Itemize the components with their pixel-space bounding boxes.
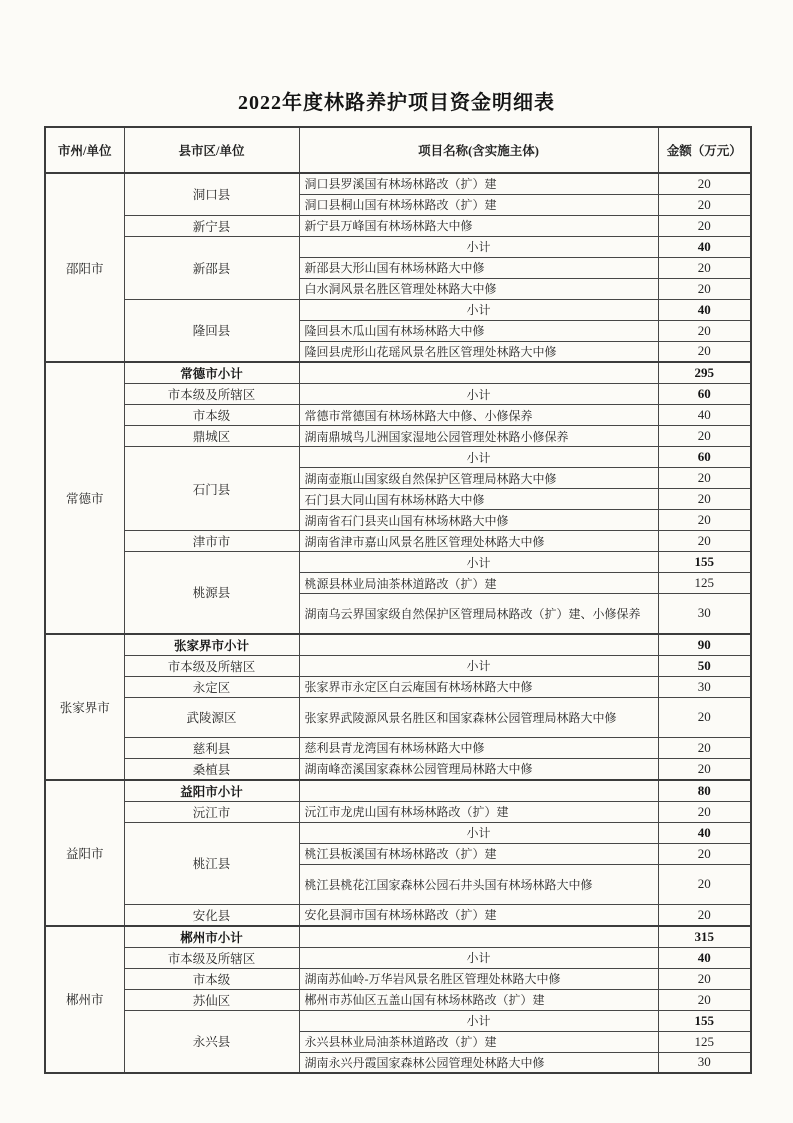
amount-cell: 20 (658, 278, 751, 299)
amount-cell: 125 (658, 1031, 751, 1052)
table-row (45, 737, 751, 758)
table-row (45, 362, 751, 384)
unit-cell: 新宁县 (124, 215, 299, 236)
amount-cell: 40 (658, 822, 751, 843)
city-cell: 邵阳市 (45, 173, 124, 362)
project-cell: 湖南乌云界国家级自然保护区管理局林路改（扩）建、小修保养 (299, 594, 658, 634)
project-cell (299, 926, 658, 948)
project-cell: 白水洞风景名胜区管理处林路大中修 (299, 278, 658, 299)
amount-cell: 20 (658, 257, 751, 278)
project-cell (299, 780, 658, 802)
city-cell: 张家界市 (45, 634, 124, 780)
project-cell: 桃江县板溪国有林场林路改（扩）建 (299, 843, 658, 864)
amount-cell: 20 (658, 801, 751, 822)
amount-cell: 30 (658, 676, 751, 697)
project-cell: 小计 (299, 384, 658, 405)
table-body (45, 173, 751, 1073)
amount-cell: 20 (658, 194, 751, 215)
project-cell: 小计 (299, 947, 658, 968)
unit-cell: 安化县 (124, 904, 299, 926)
table-row (45, 758, 751, 780)
unit-cell: 沅江市 (124, 801, 299, 822)
amount-cell: 20 (658, 215, 751, 236)
project-cell: 桃源县林业局油茶林道路改（扩）建 (299, 573, 658, 594)
project-cell: 张家界市永定区白云庵国有林场林路大中修 (299, 676, 658, 697)
unit-cell: 石门县 (124, 447, 299, 531)
unit-cell: 市本级及所辖区 (124, 655, 299, 676)
unit-cell: 洞口县 (124, 173, 299, 215)
table-row (45, 426, 751, 447)
unit-cell: 苏仙区 (124, 989, 299, 1010)
table-row (45, 1010, 751, 1031)
project-cell: 湖南壶瓶山国家级自然保护区管理局林路大中修 (299, 468, 658, 489)
amount-cell: 20 (658, 737, 751, 758)
page-title: 2022年度林路养护项目资金明细表 (238, 92, 555, 114)
amount-cell: 40 (658, 947, 751, 968)
table-row (45, 531, 751, 552)
column-header-project: 项目名称(含实施主体) (299, 127, 658, 173)
amount-cell: 30 (658, 594, 751, 634)
project-cell: 洞口县桐山国有林场林路改（扩）建 (299, 194, 658, 215)
city-cell: 常德市 (45, 362, 124, 634)
table-row (45, 801, 751, 822)
amount-cell: 30 (658, 1052, 751, 1073)
amount-cell: 20 (658, 968, 751, 989)
amount-cell: 20 (658, 531, 751, 552)
city-subtotal-label: 常德市小计 (124, 362, 299, 384)
header-row (45, 127, 751, 173)
unit-cell: 桑植县 (124, 758, 299, 780)
project-cell: 隆回县虎形山花瑶风景名胜区管理处林路大中修 (299, 341, 658, 362)
amount-cell: 60 (658, 447, 751, 468)
amount-cell: 20 (658, 758, 751, 780)
project-cell: 新邵县大形山国有林场林路大中修 (299, 257, 658, 278)
project-cell: 小计 (299, 552, 658, 573)
project-cell: 常德市常德国有林场林路大中修、小修保养 (299, 405, 658, 426)
table-row (45, 697, 751, 737)
project-cell: 湖南苏仙岭-万华岩风景名胜区管理处林路大中修 (299, 968, 658, 989)
column-header-city: 市州/单位 (45, 127, 124, 173)
amount-cell: 80 (658, 780, 751, 802)
project-cell: 安化县洞市国有林场林路改（扩）建 (299, 904, 658, 926)
project-cell: 隆回县木瓜山国有林场林路大中修 (299, 320, 658, 341)
table-row (45, 968, 751, 989)
amount-cell: 20 (658, 510, 751, 531)
unit-cell: 市本级 (124, 405, 299, 426)
amount-cell: 295 (658, 362, 751, 384)
project-cell: 新宁县万峰国有林场林路大中修 (299, 215, 658, 236)
table-row (45, 989, 751, 1010)
amount-cell: 20 (658, 341, 751, 362)
column-header-amount: 金额（万元） (658, 127, 751, 173)
amount-cell: 20 (658, 697, 751, 737)
table-row (45, 173, 751, 194)
city-subtotal-label: 益阳市小计 (124, 780, 299, 802)
amount-cell: 50 (658, 655, 751, 676)
project-cell: 湖南省石门县夹山国有林场林路大中修 (299, 510, 658, 531)
amount-cell: 20 (658, 426, 751, 447)
amount-cell: 20 (658, 173, 751, 194)
project-cell: 小计 (299, 447, 658, 468)
amount-cell: 40 (658, 405, 751, 426)
project-cell: 永兴县林业局油茶林道路改（扩）建 (299, 1031, 658, 1052)
amount-cell: 40 (658, 236, 751, 257)
unit-cell: 桃源县 (124, 552, 299, 634)
table-row (45, 926, 751, 948)
amount-cell: 20 (658, 843, 751, 864)
amount-cell: 60 (658, 384, 751, 405)
amount-cell: 20 (658, 989, 751, 1010)
table-row (45, 947, 751, 968)
amount-cell: 20 (658, 468, 751, 489)
amount-cell: 20 (658, 489, 751, 510)
project-cell: 石门县大同山国有林场林路大中修 (299, 489, 658, 510)
project-cell: 郴州市苏仙区五盖山国有林场林路改（扩）建 (299, 989, 658, 1010)
amount-cell: 40 (658, 299, 751, 320)
city-cell: 郴州市 (45, 926, 124, 1074)
table-row (45, 236, 751, 257)
unit-cell: 市本级 (124, 968, 299, 989)
amount-cell: 155 (658, 1010, 751, 1031)
unit-cell: 隆回县 (124, 299, 299, 362)
project-cell: 桃江县桃花江国家森林公园石井头国有林场林路大中修 (299, 864, 658, 904)
unit-cell: 慈利县 (124, 737, 299, 758)
unit-cell: 市本级及所辖区 (124, 384, 299, 405)
unit-cell: 市本级及所辖区 (124, 947, 299, 968)
amount-cell: 90 (658, 634, 751, 656)
project-cell: 洞口县罗溪国有林场林路改（扩）建 (299, 173, 658, 194)
project-cell: 慈利县青龙湾国有林场林路大中修 (299, 737, 658, 758)
project-cell: 小计 (299, 236, 658, 257)
project-cell: 小计 (299, 822, 658, 843)
table-row (45, 634, 751, 656)
unit-cell: 永定区 (124, 676, 299, 697)
table-row (45, 780, 751, 802)
table-row (45, 405, 751, 426)
unit-cell: 桃江县 (124, 822, 299, 904)
table-row (45, 676, 751, 697)
project-cell (299, 362, 658, 384)
project-cell: 湖南永兴丹霞国家森林公园管理处林路大中修 (299, 1052, 658, 1073)
table-row (45, 552, 751, 573)
unit-cell: 鼎城区 (124, 426, 299, 447)
amount-cell: 125 (658, 573, 751, 594)
table-row (45, 655, 751, 676)
table-row (45, 822, 751, 843)
unit-cell: 新邵县 (124, 236, 299, 299)
table-row (45, 904, 751, 926)
project-cell: 张家界武陵源风景名胜区和国家森林公园管理局林路大中修 (299, 697, 658, 737)
project-cell: 小计 (299, 299, 658, 320)
table-row (45, 215, 751, 236)
funding-table (44, 126, 752, 1074)
amount-cell: 20 (658, 904, 751, 926)
project-cell: 沅江市龙虎山国有林场林路改（扩）建 (299, 801, 658, 822)
column-header-county: 县市区/单位 (124, 127, 299, 173)
amount-cell: 20 (658, 864, 751, 904)
table-row (45, 384, 751, 405)
city-subtotal-label: 郴州市小计 (124, 926, 299, 948)
project-cell: 小计 (299, 655, 658, 676)
amount-cell: 315 (658, 926, 751, 948)
unit-cell: 武陵源区 (124, 697, 299, 737)
project-cell: 湖南峰峦溪国家森林公园管理局林路大中修 (299, 758, 658, 780)
project-cell (299, 634, 658, 656)
table-row (45, 447, 751, 468)
project-cell: 小计 (299, 1010, 658, 1031)
project-cell: 湖南省津市嘉山风景名胜区管理处林路大中修 (299, 531, 658, 552)
city-subtotal-label: 张家界市小计 (124, 634, 299, 656)
unit-cell: 津市市 (124, 531, 299, 552)
project-cell: 湖南鼎城鸟儿洲国家湿地公园管理处林路小修保养 (299, 426, 658, 447)
amount-cell: 155 (658, 552, 751, 573)
amount-cell: 20 (658, 320, 751, 341)
unit-cell: 永兴县 (124, 1010, 299, 1073)
city-cell: 益阳市 (45, 780, 124, 926)
table-row (45, 299, 751, 320)
